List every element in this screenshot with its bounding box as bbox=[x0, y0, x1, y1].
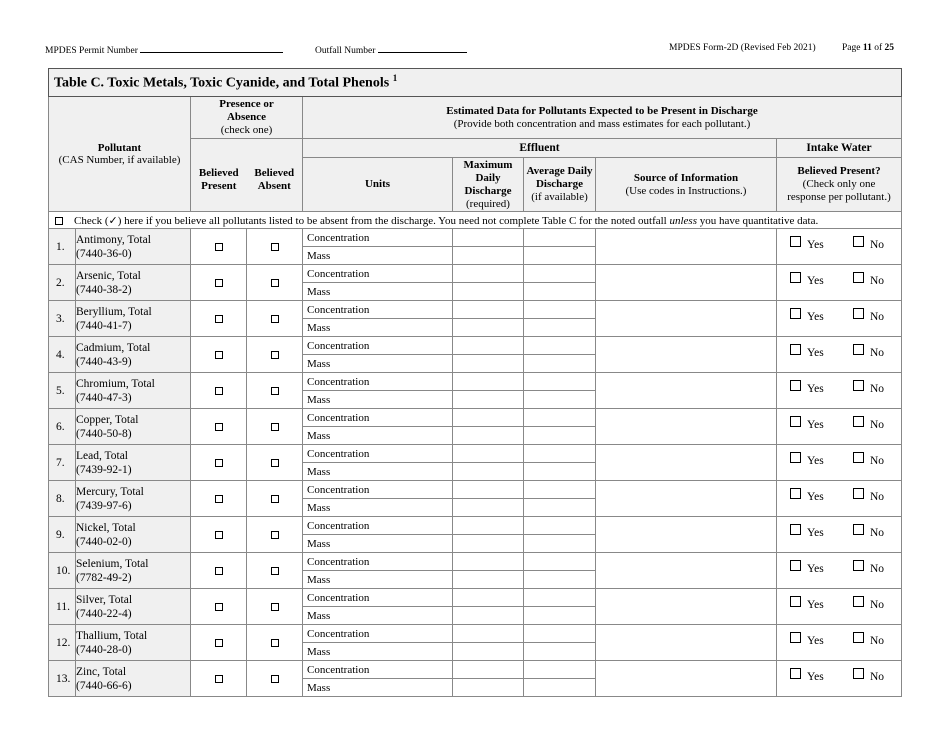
believed-present-checkbox[interactable] bbox=[215, 675, 223, 683]
yes-label: Yes bbox=[807, 526, 824, 539]
table-row bbox=[49, 265, 902, 283]
intake-yes-checkbox[interactable] bbox=[790, 308, 801, 319]
max-daily-concentration-input[interactable] bbox=[453, 301, 524, 319]
avg-daily-concentration-input[interactable] bbox=[524, 661, 596, 679]
no-label: No bbox=[870, 346, 885, 359]
no-label: No bbox=[870, 598, 885, 611]
intake-water-cell bbox=[777, 373, 902, 409]
avg-daily-mass-input[interactable] bbox=[524, 535, 596, 553]
believed-present-cell bbox=[191, 337, 247, 373]
believed-absent-checkbox[interactable] bbox=[271, 315, 279, 323]
intake-yes-checkbox[interactable] bbox=[790, 488, 801, 499]
intake-no-checkbox[interactable] bbox=[853, 560, 864, 571]
intake-water-cell bbox=[777, 265, 902, 301]
max-daily-concentration-input[interactable] bbox=[453, 409, 524, 427]
max-daily-concentration-input[interactable] bbox=[453, 661, 524, 679]
believed-absent-checkbox[interactable] bbox=[271, 495, 279, 503]
avg-daily-mass-input[interactable] bbox=[524, 427, 596, 445]
pollutant-name: Copper, Total (7440-50-8) bbox=[76, 409, 191, 445]
believed-absent-cell bbox=[247, 265, 303, 301]
pollutant-number: 12. bbox=[49, 625, 76, 661]
avg-daily-mass-input[interactable] bbox=[524, 283, 596, 301]
permit-number-label: MPDES Permit Number bbox=[45, 46, 138, 56]
believed-absent-checkbox[interactable] bbox=[271, 639, 279, 647]
outfall-number-field[interactable] bbox=[315, 43, 467, 56]
believed-present-checkbox[interactable] bbox=[215, 639, 223, 647]
intake-no-checkbox[interactable] bbox=[853, 344, 864, 355]
believed-present-checkbox[interactable] bbox=[215, 531, 223, 539]
page-number: Page 11 of 25 bbox=[842, 43, 894, 53]
source-info-input[interactable] bbox=[596, 517, 777, 553]
yes-label: Yes bbox=[807, 238, 824, 251]
intake-water-cell bbox=[777, 553, 902, 589]
max-daily-concentration-input[interactable] bbox=[453, 445, 524, 463]
intake-water-cell bbox=[777, 517, 902, 553]
pollutant-name: Arsenic, Total (7440-38-2) bbox=[76, 265, 191, 301]
max-daily-mass-input[interactable] bbox=[453, 283, 524, 301]
form-label: MPDES Form-2D (Revised Feb 2021) bbox=[669, 43, 816, 53]
units-mass: Mass bbox=[303, 643, 453, 661]
avg-daily-concentration-input[interactable] bbox=[524, 301, 596, 319]
intake-yes-checkbox[interactable] bbox=[790, 560, 801, 571]
intake-no-checkbox[interactable] bbox=[853, 668, 864, 679]
units-mass: Mass bbox=[303, 391, 453, 409]
estimated-data-header: Estimated Data for Pollutants Expected to be Present in Discharge (Provide both concentration and mass estimates for each pollutant.) bbox=[303, 97, 902, 139]
yes-label: Yes bbox=[807, 490, 824, 503]
avg-daily-mass-input[interactable] bbox=[524, 355, 596, 373]
pollutant-number: 13. bbox=[49, 661, 76, 697]
intake-no-checkbox[interactable] bbox=[853, 452, 864, 463]
believed-absent-cell bbox=[247, 301, 303, 337]
no-label: No bbox=[870, 490, 885, 503]
avg-daily-mass-input[interactable] bbox=[524, 643, 596, 661]
pollutant-name: Nickel, Total (7440-02-0) bbox=[76, 517, 191, 553]
believed-absent-cell bbox=[247, 337, 303, 373]
intake-yes-checkbox[interactable] bbox=[790, 596, 801, 607]
intake-no-checkbox[interactable] bbox=[853, 380, 864, 391]
intake-no-checkbox[interactable] bbox=[853, 236, 864, 247]
avg-daily-concentration-input[interactable] bbox=[524, 445, 596, 463]
pollutant-number: 4. bbox=[49, 337, 76, 373]
avg-daily-mass-input[interactable] bbox=[524, 571, 596, 589]
max-daily-mass-input[interactable] bbox=[453, 571, 524, 589]
pollutant-name: Cadmium, Total (7440-43-9) bbox=[76, 337, 191, 373]
table-row bbox=[49, 625, 902, 643]
believed-present-cell bbox=[191, 517, 247, 553]
pollutant-name: Selenium, Total (7782-49-2) bbox=[76, 553, 191, 589]
source-info-input[interactable] bbox=[596, 625, 777, 661]
yes-label: Yes bbox=[807, 598, 824, 611]
yes-label: Yes bbox=[807, 310, 824, 323]
yes-label: Yes bbox=[807, 418, 824, 431]
units-concentration: Concentration bbox=[303, 301, 453, 319]
believed-present-cell bbox=[191, 301, 247, 337]
intake-yes-checkbox[interactable] bbox=[790, 668, 801, 679]
permit-number-field[interactable] bbox=[45, 43, 283, 56]
avg-daily-concentration-input[interactable] bbox=[524, 589, 596, 607]
page-header bbox=[45, 43, 900, 57]
intake-water-cell bbox=[777, 625, 902, 661]
effluent-header: Effluent bbox=[303, 139, 777, 158]
intake-water-cell bbox=[777, 337, 902, 373]
max-daily-mass-input[interactable] bbox=[453, 391, 524, 409]
intake-no-checkbox[interactable] bbox=[853, 308, 864, 319]
avg-daily-mass-input[interactable] bbox=[524, 499, 596, 517]
all-absent-note: Check (✓) here if you believe all pollutants listed to be absent from the discharge. You need not complete Table C for the noted outfall unless you have quantitative data. bbox=[49, 212, 902, 229]
max-daily-mass-input[interactable] bbox=[453, 607, 524, 625]
believed-present-cell bbox=[191, 481, 247, 517]
intake-water-cell bbox=[777, 229, 902, 265]
yes-label: Yes bbox=[807, 274, 824, 287]
pollutant-name: Thallium, Total (7440-28-0) bbox=[76, 625, 191, 661]
believed-absent-cell bbox=[247, 229, 303, 265]
avg-daily-concentration-input[interactable] bbox=[524, 409, 596, 427]
believed-absent-checkbox[interactable] bbox=[271, 387, 279, 395]
max-daily-mass-input[interactable] bbox=[453, 319, 524, 337]
source-info-input[interactable] bbox=[596, 301, 777, 337]
believed-present-checkbox[interactable] bbox=[215, 603, 223, 611]
believed-present-checkbox[interactable] bbox=[215, 459, 223, 467]
max-daily-mass-input[interactable] bbox=[453, 499, 524, 517]
toxic-metals-table bbox=[48, 68, 902, 697]
max-daily-mass-input[interactable] bbox=[453, 247, 524, 265]
believed-absent-cell bbox=[247, 589, 303, 625]
yes-label: Yes bbox=[807, 382, 824, 395]
believed-present-checkbox[interactable] bbox=[215, 567, 223, 575]
believed-present-cell bbox=[191, 265, 247, 301]
intake-no-checkbox[interactable] bbox=[853, 272, 864, 283]
pollutant-name: Lead, Total (7439-92-1) bbox=[76, 445, 191, 481]
pollutant-number: 3. bbox=[49, 301, 76, 337]
yes-label: Yes bbox=[807, 454, 824, 467]
believed-present-checkbox[interactable] bbox=[215, 315, 223, 323]
avg-daily-mass-input[interactable] bbox=[524, 319, 596, 337]
yes-label: Yes bbox=[807, 346, 824, 359]
pollutant-name: Beryllium, Total (7440-41-7) bbox=[76, 301, 191, 337]
believed-present-checkbox[interactable] bbox=[215, 423, 223, 431]
no-label: No bbox=[870, 670, 885, 683]
table-row bbox=[49, 337, 902, 355]
source-info-input[interactable] bbox=[596, 553, 777, 589]
source-info-input[interactable] bbox=[596, 445, 777, 481]
pollutant-number: 1. bbox=[49, 229, 76, 265]
source-info-input[interactable] bbox=[596, 337, 777, 373]
yes-label: Yes bbox=[807, 562, 824, 575]
max-daily-concentration-input[interactable] bbox=[453, 553, 524, 571]
believed-absent-checkbox[interactable] bbox=[271, 351, 279, 359]
pollutant-number: 9. bbox=[49, 517, 76, 553]
avg-daily-concentration-input[interactable] bbox=[524, 481, 596, 499]
max-daily-mass-input[interactable] bbox=[453, 427, 524, 445]
believed-present-cell bbox=[191, 229, 247, 265]
avg-daily-concentration-input[interactable] bbox=[524, 229, 596, 247]
no-label: No bbox=[870, 418, 885, 431]
source-info-input[interactable] bbox=[596, 661, 777, 697]
intake-water-cell bbox=[777, 481, 902, 517]
believed-absent-cell bbox=[247, 373, 303, 409]
no-label: No bbox=[870, 454, 885, 467]
intake-yes-checkbox[interactable] bbox=[790, 452, 801, 463]
believed-absent-checkbox[interactable] bbox=[271, 459, 279, 467]
avg-daily-mass-input[interactable] bbox=[524, 607, 596, 625]
believed-absent-checkbox[interactable] bbox=[271, 279, 279, 287]
intake-water-cell bbox=[777, 301, 902, 337]
believed-absent-checkbox[interactable] bbox=[271, 423, 279, 431]
intake-no-checkbox[interactable] bbox=[853, 632, 864, 643]
pollutant-number: 5. bbox=[49, 373, 76, 409]
source-header: Source of Information (Use codes in Instructions.) bbox=[596, 158, 777, 212]
believed-present-checkbox[interactable] bbox=[215, 243, 223, 251]
pollutant-name: Antimony, Total (7440-36-0) bbox=[76, 229, 191, 265]
intake-water-cell bbox=[777, 661, 902, 697]
believed-absent-cell bbox=[247, 445, 303, 481]
max-daily-concentration-input[interactable] bbox=[453, 625, 524, 643]
table-row bbox=[49, 373, 902, 391]
intake-no-checkbox[interactable] bbox=[853, 488, 864, 499]
units-concentration: Concentration bbox=[303, 337, 453, 355]
no-label: No bbox=[870, 310, 885, 323]
max-daily-concentration-input[interactable] bbox=[453, 337, 524, 355]
avg-daily-mass-input[interactable] bbox=[524, 463, 596, 481]
intake-water-cell bbox=[777, 445, 902, 481]
units-concentration: Concentration bbox=[303, 445, 453, 463]
believed-present-cell bbox=[191, 661, 247, 697]
intake-yes-checkbox[interactable] bbox=[790, 632, 801, 643]
believed-present-cell bbox=[191, 553, 247, 589]
units-mass: Mass bbox=[303, 499, 453, 517]
units-concentration: Concentration bbox=[303, 625, 453, 643]
no-label: No bbox=[870, 274, 885, 287]
believed-present-cell bbox=[191, 409, 247, 445]
avg-daily-header: Average Daily Discharge (if available) bbox=[524, 158, 596, 212]
source-info-input[interactable] bbox=[596, 481, 777, 517]
units-concentration: Concentration bbox=[303, 553, 453, 571]
source-info-input[interactable] bbox=[596, 229, 777, 265]
yes-label: Yes bbox=[807, 634, 824, 647]
no-label: No bbox=[870, 238, 885, 251]
max-daily-mass-input[interactable] bbox=[453, 679, 524, 697]
pollutant-name: Chromium, Total (7440-47-3) bbox=[76, 373, 191, 409]
believed-absent-cell bbox=[247, 517, 303, 553]
table-row bbox=[49, 409, 902, 427]
avg-daily-mass-input[interactable] bbox=[524, 247, 596, 265]
avg-daily-mass-input[interactable] bbox=[524, 391, 596, 409]
intake-no-checkbox[interactable] bbox=[853, 416, 864, 427]
intake-no-checkbox[interactable] bbox=[853, 524, 864, 535]
intake-water-cell bbox=[777, 589, 902, 625]
intake-yes-checkbox[interactable] bbox=[790, 236, 801, 247]
pollutant-number: 6. bbox=[49, 409, 76, 445]
believed-present-header: Believed Present Believed Absent bbox=[191, 139, 303, 212]
intake-water-cell bbox=[777, 409, 902, 445]
units-mass: Mass bbox=[303, 535, 453, 553]
max-daily-concentration-input[interactable] bbox=[453, 265, 524, 283]
table-title: Table C. Toxic Metals, Toxic Cyanide, and Total Phenols $^1$ bbox=[49, 69, 902, 97]
believed-absent-checkbox[interactable] bbox=[271, 567, 279, 575]
pollutant-header: Pollutant (CAS Number, if available) bbox=[49, 97, 191, 212]
pollutant-number: 2. bbox=[49, 265, 76, 301]
max-daily-concentration-input[interactable] bbox=[453, 517, 524, 535]
intake-yes-checkbox[interactable] bbox=[790, 416, 801, 427]
intake-believed-header: Believed Present? (Check only one response per pollutant.) bbox=[777, 158, 902, 212]
units-header: Units bbox=[303, 158, 453, 212]
max-daily-concentration-input[interactable] bbox=[453, 229, 524, 247]
believed-absent-checkbox[interactable] bbox=[271, 675, 279, 683]
believed-absent-cell bbox=[247, 625, 303, 661]
intake-yes-checkbox[interactable] bbox=[790, 272, 801, 283]
intake-yes-checkbox[interactable] bbox=[790, 524, 801, 535]
units-mass: Mass bbox=[303, 607, 453, 625]
yes-label: Yes bbox=[807, 670, 824, 683]
units-concentration: Concentration bbox=[303, 373, 453, 391]
max-daily-mass-input[interactable] bbox=[453, 535, 524, 553]
believed-present-cell bbox=[191, 589, 247, 625]
permit-number-blank[interactable] bbox=[140, 43, 283, 53]
max-daily-mass-input[interactable] bbox=[453, 643, 524, 661]
outfall-number-blank[interactable] bbox=[378, 43, 467, 53]
pollutant-number: 8. bbox=[49, 481, 76, 517]
avg-daily-concentration-input[interactable] bbox=[524, 517, 596, 535]
units-mass: Mass bbox=[303, 427, 453, 445]
no-label: No bbox=[870, 526, 885, 539]
believed-present-cell bbox=[191, 373, 247, 409]
max-daily-concentration-input[interactable] bbox=[453, 589, 524, 607]
intake-water-header: Intake Water bbox=[777, 139, 902, 158]
believed-present-checkbox[interactable] bbox=[215, 279, 223, 287]
avg-daily-concentration-input[interactable] bbox=[524, 553, 596, 571]
units-mass: Mass bbox=[303, 319, 453, 337]
max-daily-mass-input[interactable] bbox=[453, 463, 524, 481]
believed-present-checkbox[interactable] bbox=[215, 387, 223, 395]
believed-absent-cell bbox=[247, 409, 303, 445]
avg-daily-concentration-input[interactable] bbox=[524, 373, 596, 391]
source-info-input[interactable] bbox=[596, 265, 777, 301]
units-concentration: Concentration bbox=[303, 265, 453, 283]
pollutant-number: 10. bbox=[49, 553, 76, 589]
units-mass: Mass bbox=[303, 355, 453, 373]
pollutant-number: 7. bbox=[49, 445, 76, 481]
outfall-number-label: Outfall Number bbox=[315, 46, 376, 56]
pollutant-name: Mercury, Total (7439-97-6) bbox=[76, 481, 191, 517]
table-row bbox=[49, 553, 902, 571]
units-mass: Mass bbox=[303, 571, 453, 589]
table-row bbox=[49, 445, 902, 463]
believed-absent-checkbox[interactable] bbox=[271, 603, 279, 611]
pollutant-name: Zinc, Total (7440-66-6) bbox=[76, 661, 191, 697]
no-label: No bbox=[870, 382, 885, 395]
units-concentration: Concentration bbox=[303, 229, 453, 247]
units-concentration: Concentration bbox=[303, 661, 453, 679]
units-mass: Mass bbox=[303, 463, 453, 481]
source-info-input[interactable] bbox=[596, 589, 777, 625]
believed-present-checkbox[interactable] bbox=[215, 351, 223, 359]
max-daily-header: Maximum Daily Discharge (required) bbox=[453, 158, 524, 212]
max-daily-mass-input[interactable] bbox=[453, 355, 524, 373]
all-absent-checkbox[interactable] bbox=[55, 217, 63, 225]
avg-daily-concentration-input[interactable] bbox=[524, 265, 596, 283]
units-concentration: Concentration bbox=[303, 409, 453, 427]
table-row bbox=[49, 589, 902, 607]
source-info-input[interactable] bbox=[596, 373, 777, 409]
believed-absent-checkbox[interactable] bbox=[271, 243, 279, 251]
pollutant-name: Silver, Total (7440-22-4) bbox=[76, 589, 191, 625]
max-daily-concentration-input[interactable] bbox=[453, 373, 524, 391]
no-label: No bbox=[870, 562, 885, 575]
units-concentration: Concentration bbox=[303, 481, 453, 499]
units-mass: Mass bbox=[303, 679, 453, 697]
believed-present-checkbox[interactable] bbox=[215, 495, 223, 503]
table-row bbox=[49, 301, 902, 319]
believed-present-cell bbox=[191, 445, 247, 481]
units-mass: Mass bbox=[303, 247, 453, 265]
units-mass: Mass bbox=[303, 283, 453, 301]
table-row bbox=[49, 517, 902, 535]
avg-daily-mass-input[interactable] bbox=[524, 679, 596, 697]
avg-daily-concentration-input[interactable] bbox=[524, 337, 596, 355]
max-daily-concentration-input[interactable] bbox=[453, 481, 524, 499]
believed-absent-cell bbox=[247, 661, 303, 697]
units-concentration: Concentration bbox=[303, 589, 453, 607]
believed-absent-checkbox[interactable] bbox=[271, 531, 279, 539]
source-info-input[interactable] bbox=[596, 409, 777, 445]
pollutant-number: 11. bbox=[49, 589, 76, 625]
table-row bbox=[49, 229, 902, 247]
no-label: No bbox=[870, 634, 885, 647]
table-row bbox=[49, 661, 902, 679]
units-concentration: Concentration bbox=[303, 517, 453, 535]
table-row bbox=[49, 481, 902, 499]
believed-absent-cell bbox=[247, 553, 303, 589]
believed-absent-cell bbox=[247, 481, 303, 517]
believed-present-cell bbox=[191, 625, 247, 661]
presence-header: Presence or Absence (check one) bbox=[191, 97, 303, 139]
intake-yes-checkbox[interactable] bbox=[790, 344, 801, 355]
intake-yes-checkbox[interactable] bbox=[790, 380, 801, 391]
avg-daily-concentration-input[interactable] bbox=[524, 625, 596, 643]
intake-no-checkbox[interactable] bbox=[853, 596, 864, 607]
